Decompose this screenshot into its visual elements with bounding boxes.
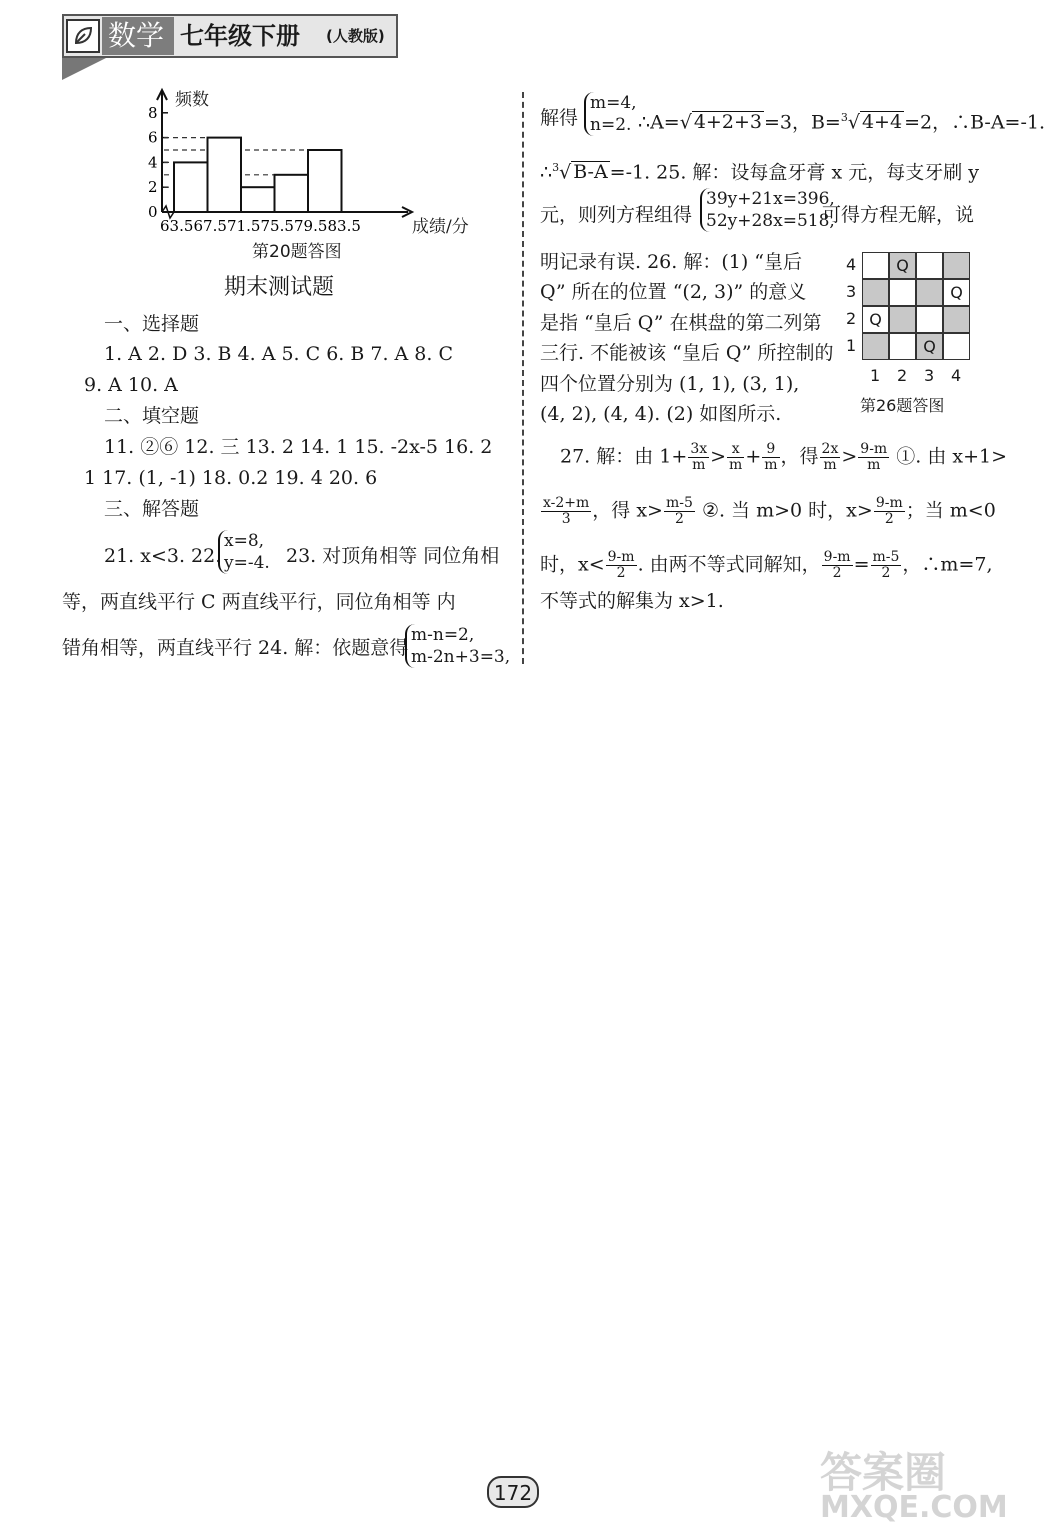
frac-num: 9-m [875,495,903,511]
x-tick-label: 71.5 [227,217,261,235]
r2-index: 3 [552,161,560,174]
frac-den: 3 [561,511,571,527]
q27c-b: . 由两不等式同解知， [637,553,821,576]
fraction [874,496,905,527]
q27c-a: 时，x< [540,553,605,576]
q22-eq1: x=8, [224,531,265,551]
frac-num: 9-m [823,549,851,565]
edition-label: (人教版) [326,27,385,45]
r1-b-post: =2，∴B-A=-1. [904,111,1045,134]
y-tick-label: 6 [148,128,158,147]
q24-eq2: m-2n+3=3, [411,647,511,667]
x-tick-label: 63.5 [160,217,194,235]
y-tick-label: 8 [148,103,158,122]
section-fill: 二、填空题 [104,405,200,427]
r9-line: (4, 2), (4, 4). (2) 如图所示. [540,403,782,425]
histogram-bar [208,138,242,212]
fill-answers-2: 1 17. (1, -1) 18. 0.2 19. 4 20. 6 [84,467,378,489]
r2-radicand: B-A [573,161,608,184]
frac-den: m [692,457,706,473]
column-divider [522,92,524,664]
fraction [606,550,637,581]
r8-line: 四个位置分别为 (1, 1), (3, 1), [540,373,800,395]
r1-b-radicand: 4+4 [861,111,903,134]
r1-a-radicand: 4+2+3 [693,111,762,134]
r2-pre: ∴ [540,161,553,184]
q23-line1: 23. 对顶角相等 同位角相 [286,545,500,567]
r1-system [584,92,637,136]
row-label-3: 3 [846,282,857,301]
page-number: 172 [487,1476,539,1508]
q27-a: 27. 解：由 1+ [560,445,688,468]
col-label-1: 1 [870,366,881,385]
fraction [822,550,853,581]
fraction [871,550,902,581]
x-tick-label: 67.5 [193,217,227,235]
fraction [820,442,841,473]
section-mc: 一、选择题 [104,313,200,335]
q23-line3: 错角相等，两直线平行 24. 解：依题意得 [62,637,409,659]
q27-plus: + [745,445,762,468]
board-cell [943,252,970,279]
q27-line1 [560,442,1007,473]
mc-answers-2: 9. A 10. A [84,374,178,396]
row-label-2: 2 [846,309,857,328]
q27-get: ，得 [780,445,819,468]
frac-num: 9-m [860,441,888,457]
fill-answers-1: 11. ②⑥ 12. 三 13. 2 14. 1 15. -2x-5 16. 2 [104,436,493,458]
fraction [727,442,744,473]
row-label-4: 4 [846,255,857,274]
col-label-4: 4 [951,366,962,385]
frac-den: m [867,457,881,473]
frac-den: 2 [616,565,626,581]
x-tick-label: 75.5 [260,217,294,235]
q27-line2 [540,496,996,527]
col-label-2: 2 [897,366,908,385]
fraction [688,442,709,473]
frac-num: 2x [821,441,839,457]
board-cell [862,279,889,306]
x-tick-label: 79.5 [294,217,328,235]
q24-system [405,624,510,668]
board-caption: 第26题答图 [860,396,945,415]
q23-line2: 等，两直线平行 C 两直线平行，同位角相等 内 [62,591,456,613]
watermark-logo: 答案圈 [820,1448,947,1497]
board-cell: Q [862,306,889,333]
col-label-3: 3 [924,366,935,385]
r7-line: 三行. 不能被该 “皇后 Q” 所控制的 [540,342,834,364]
q27b-a: ，得 x> [592,499,663,522]
histogram-bar [308,150,342,212]
q21-22: 21. x<3. 22. [104,545,222,567]
fraction [762,442,779,473]
frac-num: x [727,442,744,458]
r2-post: =-1. 25. 解：设每盒牙膏 x 元，每支牙刷 y [609,161,980,184]
chart-caption: 第20题答图 [252,242,342,262]
y-tick-label: 0 [148,203,158,221]
q27-line4: 不等式的解集为 x>1. [540,590,724,612]
frac-den: 2 [881,565,891,581]
frac-den: 2 [674,511,684,527]
board-cell [889,279,916,306]
mc-answers-1: 1. A 2. D 3. B 4. A 5. C 6. B 7. A 8. C [104,343,454,365]
frac-den: 2 [832,565,842,581]
fraction [541,496,591,527]
board-cell [943,333,970,360]
histogram-bar [241,187,275,212]
r1-a-post: =3，B= [763,111,841,134]
q27c-c: ，∴m=7, [902,553,993,576]
board-cell [862,252,889,279]
board-cell [916,306,943,333]
r1-a: ∴A=√ [638,111,692,134]
board-cell [862,333,889,360]
fraction [858,442,889,473]
q25-system [700,188,835,232]
r1-expr: ∴A=√ 4+2+3 =3，B=$^3$√ 4+4 =2，∴B-A=-1. [638,111,1045,134]
board-cell [889,306,916,333]
leaf-icon [66,19,100,53]
histogram-bar [174,162,208,212]
chart-ylabel: 频数 [175,90,209,110]
q27b-c: ；当 m<0 [905,499,996,522]
frac-num: 9-m [607,549,635,565]
subject-label: 数学 [108,19,165,52]
frac-num: m-5 [872,549,900,565]
q25-eq2: 52y+28x=518, [706,211,835,231]
board-cell: Q [943,279,970,306]
q22-eq2: y=-4. [224,553,270,573]
board-cell: Q [889,252,916,279]
r5-line: Q” 所在的位置 “(2, 3)” 的意义 [540,281,807,303]
grade-title: 七年级下册 [180,22,300,50]
q27-gt2: > [841,445,858,468]
r2-line: ∴$^3$√ B-A =-1. 25. 解：设每盒牙膏 x 元，每支牙刷 y [540,161,980,184]
fraction [664,496,695,527]
r1-pre: 解得 [540,107,579,129]
section-title: 期末测试题 [224,275,335,300]
header-corner [62,58,106,80]
q22-system [218,530,270,574]
frac-den: m [729,457,743,473]
r1-eq2: n=2. [590,115,632,135]
q27-tail: ①. 由 x+1> [890,445,1008,468]
r1-eq1: m=4, [590,93,637,113]
board-cell [916,279,943,306]
y-tick-label: 2 [148,178,158,197]
r4-line: 明记录有误. 26. 解：(1) “皇后 [540,251,803,273]
y-tick-label: 4 [148,153,158,172]
board-cell [916,252,943,279]
board-cell [943,306,970,333]
frac-num: m-5 [665,495,693,511]
r6-line: 是指 “皇后 Q” 在棋盘的第二列第 [540,312,822,334]
frac-den: 2 [884,511,894,527]
q27-gt1: > [710,445,727,468]
frac-num: 3x [690,441,708,457]
watermark-url: MXQE.COM [820,1490,1008,1525]
row-label-1: 1 [846,336,857,355]
r3-post: 可得方程无解，说 [822,204,975,226]
frac-den: m [764,457,778,473]
board-cell [889,333,916,360]
q27c-eq: = [853,553,870,576]
chessboard [840,248,980,418]
q27-line3 [540,550,993,581]
x-tick-label: 83.5 [327,217,361,235]
histogram-bar [275,175,309,212]
frac-num: x-2+m [543,495,590,511]
frac-den: m [823,457,837,473]
r3-pre: 元，则列方程组得 [540,204,693,226]
chart-xlabel: 成绩/分 [412,217,469,237]
section-solve: 三、解答题 [104,498,200,520]
r1-b-index: 3 [840,111,848,124]
frac-num: 9 [762,442,779,458]
board-cell: Q [916,333,943,360]
q25-eq1: 39y+21x=396, [706,189,835,209]
q24-eq1: m-n=2, [411,625,475,645]
q27b-b: ②. 当 m>0 时，x> [695,499,873,522]
